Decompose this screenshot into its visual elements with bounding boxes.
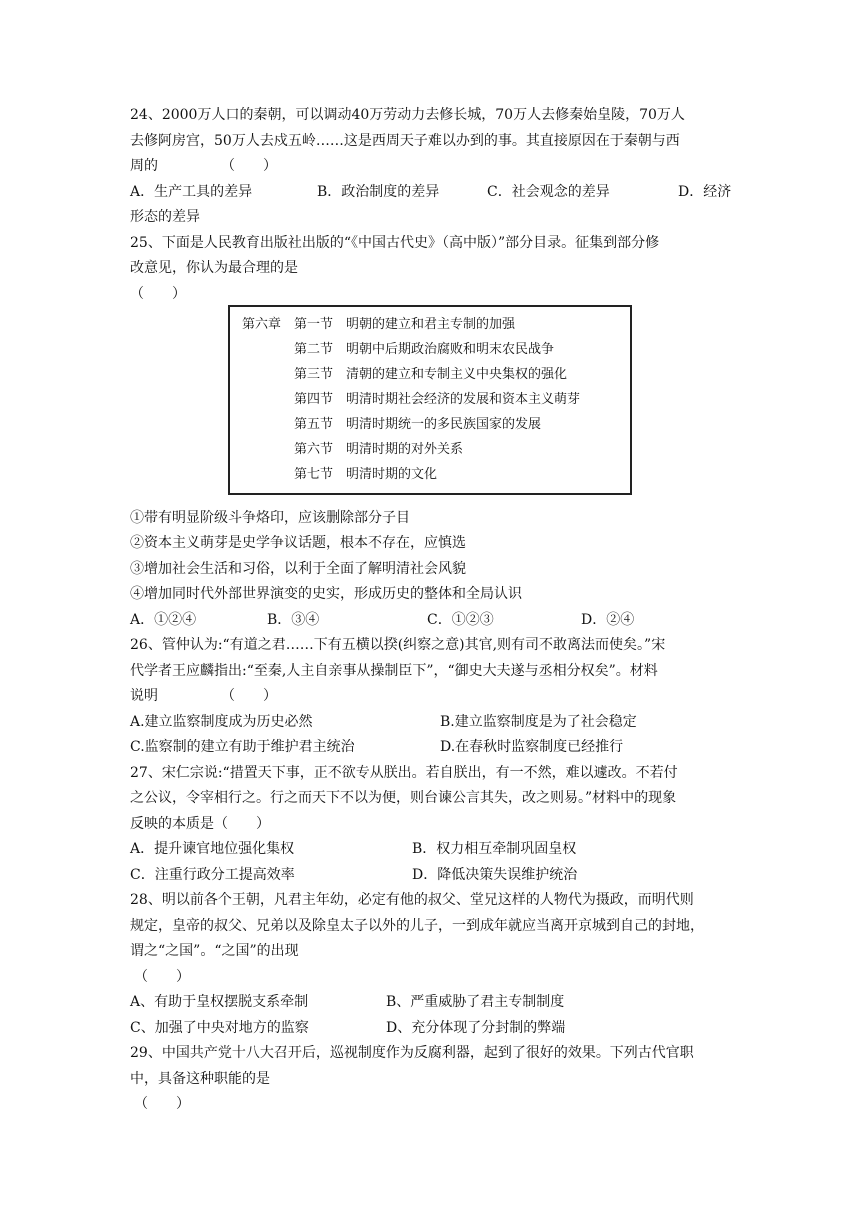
- q24-line1: 24、2000万人口的秦朝，可以调动40万劳动力去修长城，70万人去修秦始皇陵，70万人: [130, 107, 685, 123]
- q25-option-b: B．③④: [267, 612, 320, 628]
- q24-line3: 周的 （ ）: [130, 158, 277, 174]
- q26-line1: 26、管仲认为:“有道之君……下有五横以揆(纠察之意)其官,则有司不敢离法而使矣。”宋: [130, 637, 666, 653]
- toc-item: 第六节 明清时期的对外关系: [294, 442, 464, 457]
- q24-line2: 去修阿房宫，50万人去戍五岭……这是西周天子难以办到的事。其直接原因在于秦朝与西: [130, 133, 680, 149]
- q26-option-a: A.建立监察制度成为历史必然: [130, 714, 313, 730]
- toc-item: 第四节 明清时期社会经济的发展和资本主义萌芽: [294, 392, 581, 407]
- q26-option-c: C.监察制的建立有助于维护君主统治: [130, 739, 355, 755]
- q29-line3: （ ）: [134, 1096, 190, 1112]
- toc-item: 第六章 第一节 明朝的建立和君主专制的加强: [242, 317, 516, 332]
- q28-option-a: A、有助于皇权摆脱支系牵制: [130, 994, 309, 1010]
- q27-line1: 27、宋仁宗说:“措置天下事，正不欲专从朕出。若自朕出，有一不然，难以遽改。不若付: [130, 765, 678, 781]
- q24-option-a: A．生产工具的差异: [130, 184, 253, 200]
- q29-line1: 29、中国共产党十八大召开后，巡视制度作为反腐利器，起到了很好的效果。下列古代官职: [130, 1045, 694, 1061]
- q28-line3: 谓之“之国”。“之国”的出现: [130, 943, 299, 959]
- q25-line3: （ ）: [130, 286, 186, 302]
- q27-option-a: A．提升谏官地位强化集权: [130, 841, 295, 857]
- q29-line2: 中，具备这种职能的是: [130, 1071, 270, 1087]
- q24-option-d: D．经济: [678, 184, 732, 200]
- q25-item-2: ②资本主义萌芽是史学争议话题，根本不存在，应慎选: [130, 535, 466, 551]
- q26-option-b: B.建立监察制度是为了社会稳定: [440, 714, 637, 730]
- q26-line3: 说明 （ ）: [130, 688, 277, 704]
- q25-option-d: D．②④: [581, 612, 635, 628]
- toc-item: 第五节 明清时期统一的多民族国家的发展: [294, 417, 542, 432]
- q28-option-c: C、加强了中央对地方的监察: [130, 1020, 309, 1036]
- toc-item: 第三节 清朝的建立和专制主义中央集权的强化: [294, 367, 568, 382]
- q26-line2: 代学者王应麟指出:“至秦,人主自亲事从操制臣下”，“御史大夫遂与丞相分权矣”。材料: [130, 663, 658, 679]
- q27-option-c: C．注重行政分工提高效率: [130, 867, 295, 883]
- q28-option-d: D、充分体现了分封制的弊端: [386, 1020, 566, 1036]
- q25-item-1: ①带有明显阶级斗争烙印，应该删除部分子目: [130, 510, 410, 526]
- q25-line2: 改意见，你认为最合理的是: [130, 260, 298, 276]
- q24-option-d-cont: 形态的差异: [130, 209, 200, 225]
- q28-line1: 28、明以前各个王朝，凡君主年幼，必定有他的叔父、堂兄这样的人物代为摄政，而明代则: [130, 892, 694, 908]
- toc-item: 第七节 明清时期的文化: [294, 467, 438, 482]
- q25-line1: 25、下面是人民教育出版社出版的“《中国古代史》（高中版）”部分目录。征集到部分修: [130, 235, 660, 251]
- q25-option-c: C．①②③: [427, 612, 494, 628]
- q24-option-c: C．社会观念的差异: [487, 184, 610, 200]
- q27-option-d: D．降低决策失误维护统治: [412, 867, 578, 883]
- q28-line2: 规定，皇帝的叔父、兄弟以及除皇太子以外的儿子，一到成年就应当离开京城到自己的封地，: [130, 918, 704, 934]
- table-of-contents-box: [228, 305, 632, 495]
- q27-option-b: B．权力相互牵制巩固皇权: [412, 841, 577, 857]
- q26-option-d: D.在春秋时监察制度已经推行: [440, 739, 624, 755]
- q27-line2: 之公议，令宰相行之。行之而天下不以为便，则台谏公言其失，改之则易。”材料中的现象: [130, 790, 677, 806]
- q27-line3: 反映的本质是（ ）: [130, 816, 270, 832]
- q25-option-a: A．①②④: [130, 612, 197, 628]
- toc-item: 第二节 明朝中后期政治腐败和明末农民战争: [294, 342, 555, 357]
- q25-item-4: ④增加同时代外部世界演变的史实，形成历史的整体和全局认识: [130, 586, 522, 602]
- q28-option-b: B、严重威胁了君主专制制度: [386, 994, 565, 1010]
- q24-option-b: B．政治制度的差异: [317, 184, 440, 200]
- q28-line4: （ ）: [134, 969, 190, 985]
- q25-item-3: ③增加社会生活和习俗，以利于全面了解明清社会风貌: [130, 561, 466, 577]
